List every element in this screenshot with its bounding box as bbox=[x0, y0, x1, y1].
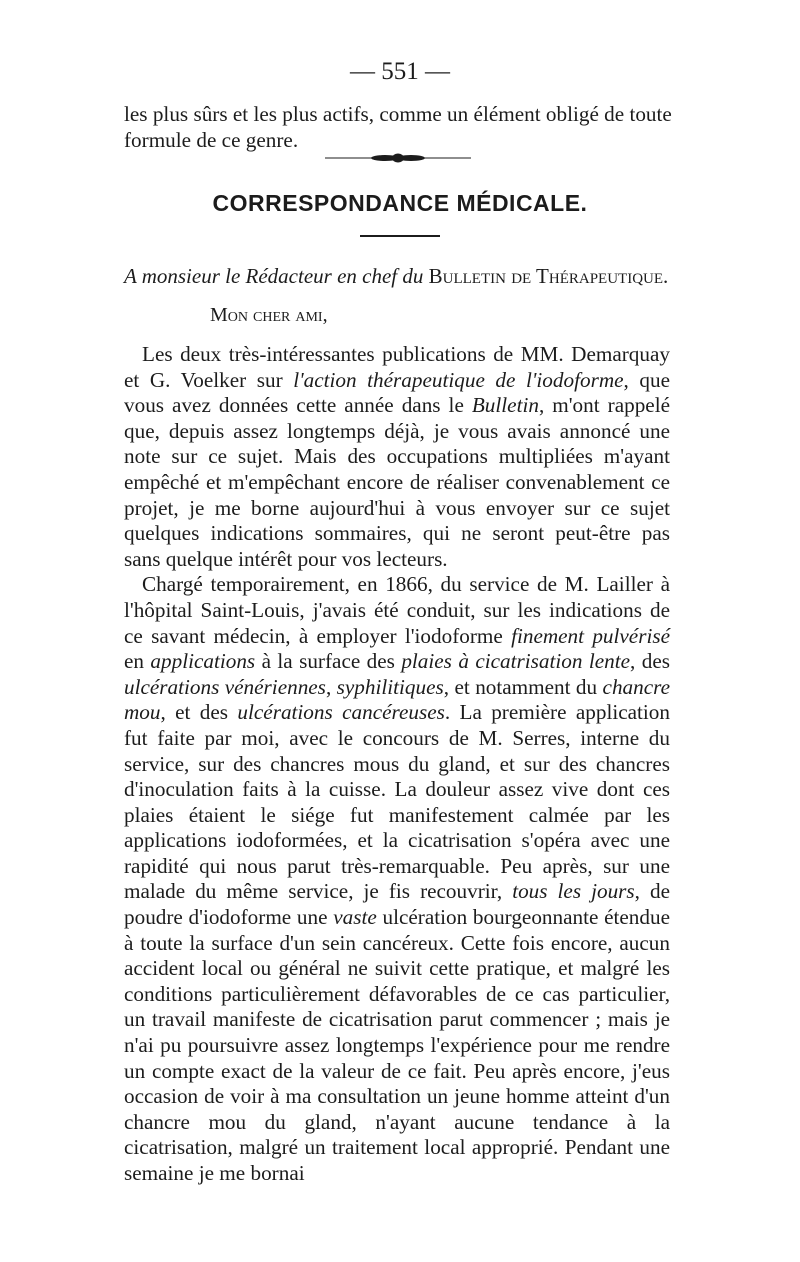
letter-body bbox=[124, 342, 670, 1187]
ornament-divider bbox=[325, 152, 471, 164]
salutation: Mon cher ami, bbox=[210, 304, 328, 326]
paragraph-2: Chargé temporairement, en 1866, du service de M. Lailler à l'hôpital Saint-Louis, j'avais été conduit, sur les indications de ce savant médecin, à employer l'iodoforme finement pulvérisé en applications à la surface des plaies à cicatrisation lente, des ulcérations vénériennes, syphilitiques, et notamment du chancre mou, et des ulcérations cancéreuses. La première application fut faite par moi, avec le concours de M. Serres, interne du service, sur des chancres mous du gland, et sur des chancres d'inoculation faits à la cuisse. La douleur assez vive dont ces plaies étaient le siége fut manifestement calmée par les applications iodoformées, et la cicatrisation s'opéra avec une rapidité qui nous parut très-remarquable. Peu après, sur une malade du même service, je fis recouvrir, tous les jours, de poudre d'iodoforme une vaste ulcération bourgeonnante étendue à toute la surface d'un sein cancéreux. Cette fois encore, aucun accident local ou général ne suivit cette pratique, et malgré les conditions particulièrement défavorables de ce cas particulier, un travail manifeste de cicatrisation parut commencer ; mais je n'ai pu poursuivre assez longtemps l'expérience pour me rendre un compte exact de la valeur de ce fait. Peu après encore, j'eus occasion de voir à ma consultation un jeune homme atteint d'un chancre mou du gland, n'ayant aucune tendance à la cicatrisation, malgré un traitement local approprié. Pendant une semaine je me bornai bbox=[124, 572, 670, 1185]
title-rule bbox=[360, 235, 440, 237]
intro-line-2: formule de ce genre. bbox=[124, 127, 299, 152]
paragraph-1: Les deux très-intéressantes publications de MM. Demarquay et G. Voelker sur l'action thérapeutique de l'iodoforme, que vous avez données cette année dans le Bulletin, m'ont rappelé que, depuis assez longtemps déjà, je vous avais annoncé une note sur ce sujet. Mais des occupations multipliées m'ayant empêché et m'empêchant encore de réaliser convenablement ce projet, je me borne aujourd'hui à vous envoyer sur ce sujet quelques indications sommaires, qui ne seront peut-être pas sans quelque intérêt pour vos lecteurs. bbox=[124, 342, 670, 571]
letter-address bbox=[124, 264, 670, 289]
address-text: A monsieur le Rédacteur en chef du bbox=[124, 264, 424, 288]
section-title: CORRESPONDANCE MÉDICALE. bbox=[212, 190, 588, 216]
journal-name: Bulletin de Thérapeutique. bbox=[428, 264, 669, 288]
intro-line-1: les plus sûrs et les plus actifs, comme un élément obligé de toute bbox=[124, 102, 672, 126]
page-number: — 551 — bbox=[350, 58, 450, 85]
intro-paragraph bbox=[124, 102, 670, 153]
